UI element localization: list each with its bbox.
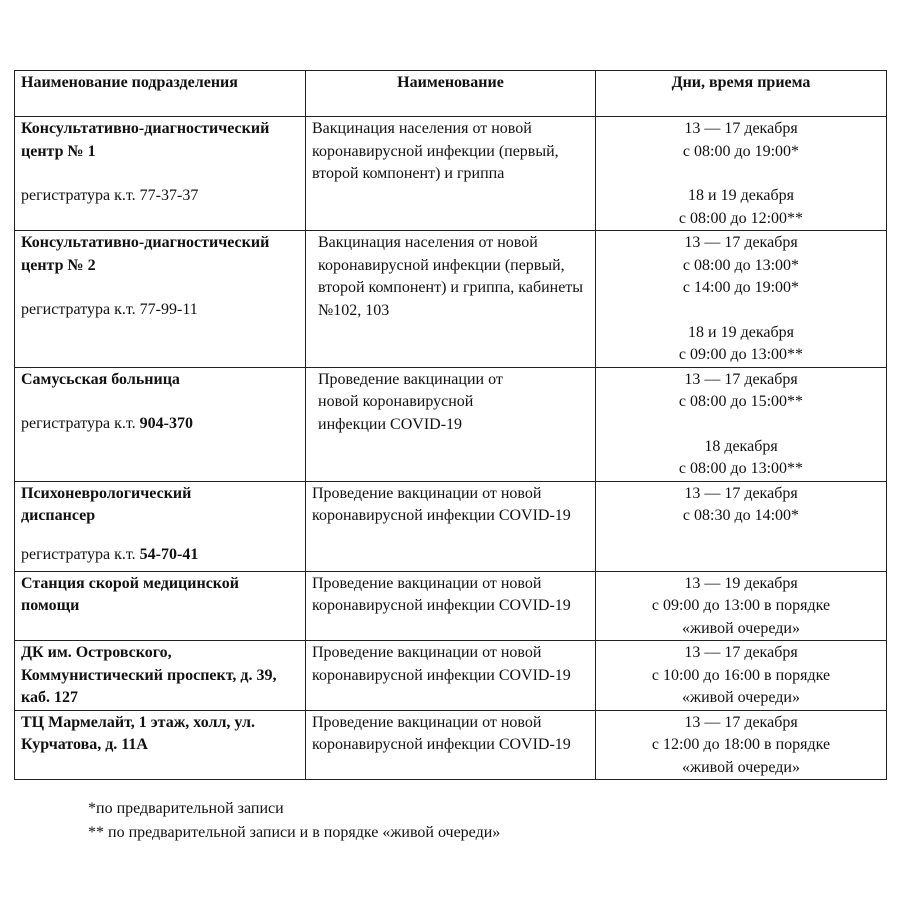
table-header-row: [15, 71, 887, 117]
schedule-line: с 14:00 до 19:00*: [682, 279, 800, 296]
schedule-line: с 08:00 до 13:00*: [682, 256, 800, 274]
schedule-line: 13 — 17 декабря: [684, 713, 798, 731]
unit-name: Психоневрологический диспансер: [21, 484, 192, 524]
schedule-line: 13 — 17 декабря: [684, 234, 798, 251]
registry-phone: регистратура к.т. 77-99-11: [21, 301, 198, 318]
schedule-line: с 08:00 до 19:00*: [682, 142, 800, 160]
service-description: Проведение вакцинации от новой коронавирусной инфекции COVID-19: [312, 644, 571, 684]
service-cell: [306, 571, 596, 641]
table-row: [15, 481, 887, 571]
table-row: [15, 641, 887, 711]
schedule-line: 13 — 17 декабря: [684, 644, 798, 661]
unit-cell: [15, 481, 306, 571]
unit-name: Станция скорой медицинской помощи: [21, 574, 240, 614]
schedule-cell: [596, 710, 887, 780]
registry-phone: регистратура к.т. 904-370: [21, 415, 193, 432]
service-description: Вакцинация населения от новой коронавирусной инфекции (первый, второй компонент) и гриппа, кабинеты №102, 103: [318, 234, 584, 319]
schedule-line: 13 — 19 декабря: [684, 574, 798, 592]
unit-name: Консультативно-диагностический центр № 1: [21, 120, 270, 160]
service-description: Вакцинация населения от новой коронавирусной инфекции (первый, второй компонент) и гриппа: [312, 120, 559, 182]
schedule-line: 18 декабря: [704, 437, 778, 455]
unit-cell: [15, 367, 306, 481]
schedule-line: с 12:00 до 18:00 в порядке: [651, 736, 831, 753]
schedule-cell: [596, 117, 887, 231]
schedule-line: 13 — 17 декабря: [684, 120, 798, 137]
table-row: [15, 117, 887, 231]
service-cell: [306, 710, 596, 780]
schedule-line: «живой очереди»: [682, 689, 800, 706]
unit-name: Консультативно-диагностический центр № 2: [21, 234, 270, 274]
schedule-cell: [596, 231, 887, 368]
unit-cell: [15, 710, 306, 780]
schedule-line: с 08:00 до 15:00**: [678, 393, 804, 410]
header-schedule: Дни, время приема: [596, 71, 887, 117]
footnotes: [88, 797, 500, 845]
service-cell: [306, 641, 596, 711]
service-description: Проведение вакцинации от новой коронавирусной инфекции COVID-19: [318, 370, 503, 433]
schedule-line: с 08:30 до 14:00*: [682, 507, 800, 524]
footnote-prebooking: *по предварительной записи: [88, 800, 284, 817]
schedule-line: 13 — 17 декабря: [684, 484, 798, 502]
footnote-prebooking-and-queue: ** по предварительной записи и в порядке «живой очереди»: [88, 824, 501, 841]
schedule-line: «живой очереди»: [682, 619, 800, 637]
unit-cell: [15, 571, 306, 641]
schedule-cell: [596, 481, 887, 571]
schedule-line: с 10:00 до 16:00 в порядке: [651, 666, 831, 684]
schedule-line: 13 — 17 декабря: [684, 370, 798, 388]
service-cell: [306, 367, 596, 481]
registry-phone: регистратура к.т. 54-70-41: [21, 545, 199, 563]
schedule-cell: [596, 641, 887, 711]
schedule-line: 18 и 19 декабря: [688, 323, 794, 341]
schedule-line: «живой очереди»: [682, 758, 800, 776]
schedule-line: 18 и 19 декабря: [688, 187, 794, 204]
unit-name: ТЦ Мармелайт, 1 этаж, холл, ул. Курчатова, д. 11А: [21, 713, 256, 753]
table-row: [15, 710, 887, 780]
schedule-cell: [596, 367, 887, 481]
service-cell: [306, 117, 596, 231]
table-row: [15, 231, 887, 368]
vaccination-schedule-table: [14, 70, 887, 780]
unit-name: ДК им. Островского, Коммунистический проспект, д. 39, каб. 127: [21, 644, 277, 706]
registry-phone: регистратура к.т. 77-37-37: [21, 187, 199, 204]
unit-name: Самусьская больница: [21, 370, 180, 388]
service-cell: [306, 481, 596, 571]
schedule-line: с 08:00 до 13:00**: [678, 460, 804, 477]
schedule-line: с 09:00 до 13:00**: [678, 346, 804, 363]
header-service-name: Наименование: [306, 71, 596, 117]
table-row: [15, 571, 887, 641]
service-cell: [306, 231, 596, 368]
unit-cell: [15, 641, 306, 711]
schedule-line: с 09:00 до 13:00 в порядке: [651, 597, 831, 614]
service-description: Проведение вакцинации от новой коронавирусной инфекции COVID-19: [312, 484, 571, 524]
header-unit-name: Наименование подразделения: [15, 71, 306, 117]
service-description: Проведение вакцинации от новой коронавирусной инфекции COVID-19: [312, 713, 571, 753]
unit-cell: [15, 231, 306, 368]
unit-cell: [15, 117, 306, 231]
service-description: Проведение вакцинации от новой коронавирусной инфекции COVID-19: [312, 574, 571, 614]
table-row: [15, 367, 887, 481]
schedule-line: с 08:00 до 12:00**: [678, 209, 804, 227]
schedule-cell: [596, 571, 887, 641]
